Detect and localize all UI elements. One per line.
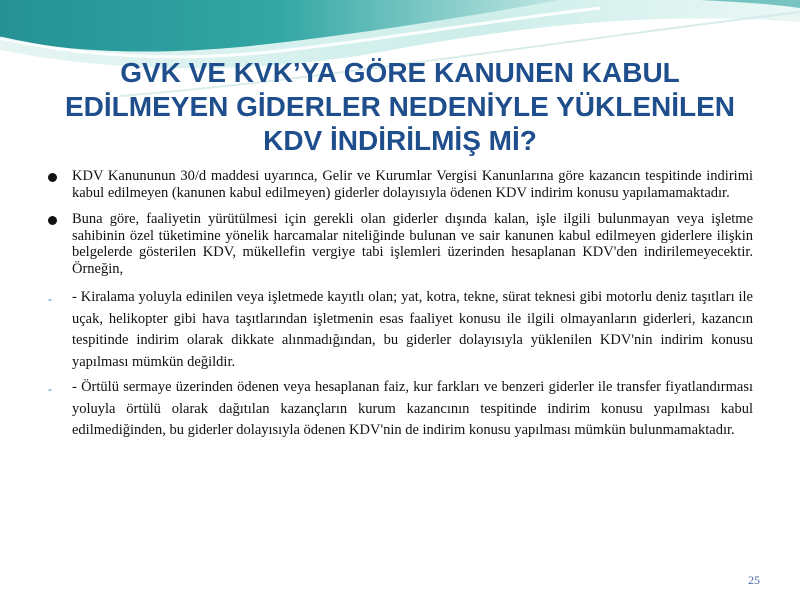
bullet-dot-icon xyxy=(48,216,57,225)
sub-bullet-item xyxy=(48,377,753,442)
sub-bullet-text: - Örtülü sermaye üzerinden ödenen veya hesaplanan faiz, kur farkları ve benzeri giderler ile transfer fiyatlandırması yoluyla örtülü olarak dağıtılan kazançların kurum kazancının tespitinde indirim konusu yapılması kabul edilmediğinden, bu giderler dolayısıyla ödenen KDV'nin de indirim konusu yapılması mümkün bulunmamaktadır. xyxy=(72,379,753,438)
slide-title: GVK VE KVK’YA GÖRE KANUNEN KABUL EDİLMEYEN GİDERLER NEDENİYLE YÜKLENİLEN KDV İNDİRİLMİŞ Mİ? xyxy=(64,57,735,156)
slide-content xyxy=(48,168,753,442)
page-number: 25 xyxy=(748,573,760,587)
dash-bullet-icon: - xyxy=(48,382,52,396)
bullet-text: KDV Kanununun 30/d maddesi uyarınca, Gelir ve Kurumlar Vergisi Kanunlarına göre kazancın tespitinde indirimi kabul edilmeyen (kanunen kabul edilmeyen) giderler dolayısıyla ödenen KDV indirim konusu yapılamamaktadır. xyxy=(72,168,753,201)
sub-bullet-item xyxy=(48,287,753,373)
bullet-dot-icon xyxy=(48,173,57,182)
bullet-item xyxy=(48,211,753,277)
dash-bullet-icon: - xyxy=(48,292,52,306)
bullet-item xyxy=(48,168,753,201)
sub-bullet-text: - Kiralama yoluyla edinilen veya işletmede kayıtlı olan; yat, kotra, tekne, sürat teknesi gibi motorlu deniz taşıtları ile uçak, helikopter gibi hava taşıtlarından işletmenin esas faaliyet konusu ile ilgili olmayanların giderleri, kazancın tespitinde indirim olarak dikkate alınmadığından, bu giderler dolayısıyla yüklenilen KDV'nin indirim konusu yapılması mümkün değildir. xyxy=(72,289,753,370)
bullet-text: Buna göre, faaliyetin yürütülmesi için gerekli olan giderler dışında kalan, işle ilgili bulunmayan veya işletme sahibinin özel tüketimine yönelik harcamalar niteliğinde bulunan ve sair kanunen kabul edilmeyen giderlere ilişkin belgelerde gösterilen KDV, mükellefin vergiye tabi işlemleri üzerinden hesaplanan KDV'den indirilemeyecektir. Örneğin, xyxy=(72,211,753,277)
